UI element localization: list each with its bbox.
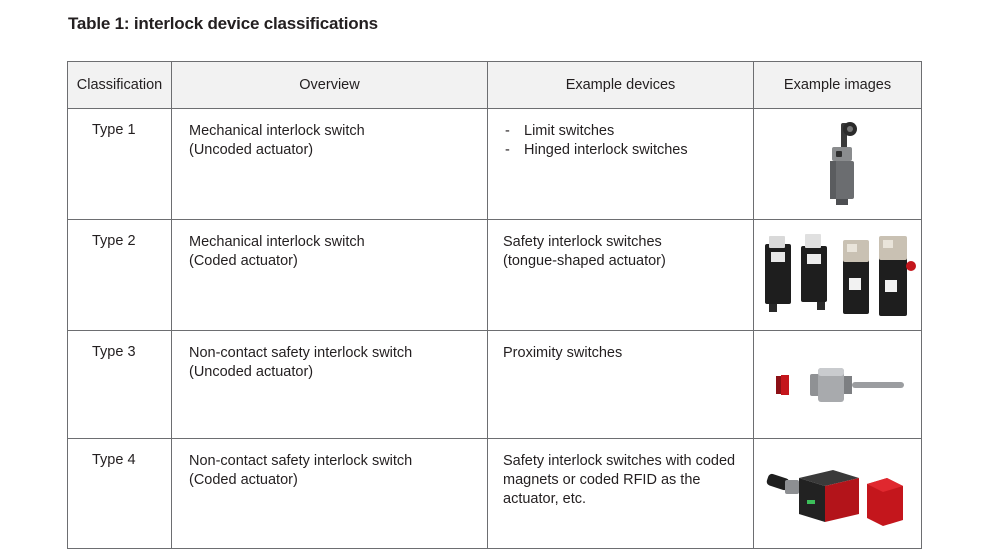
classification-cell: Type 1	[68, 109, 172, 220]
overview-line: (Uncoded actuator)	[189, 142, 314, 158]
example-image-cell	[754, 439, 922, 549]
overview-line: (Coded actuator)	[189, 253, 298, 269]
table-row	[68, 331, 922, 439]
example-devices-cell	[488, 331, 754, 439]
classification-table	[67, 61, 922, 549]
example-line: Safety interlock switches with coded	[503, 453, 736, 469]
overview-cell	[172, 439, 488, 549]
classification-cell: Type 4	[68, 439, 172, 549]
example-line: actuator, etc.	[503, 491, 587, 507]
table-row	[68, 439, 922, 549]
overview-line: Non-contact safety interlock switch	[189, 453, 413, 469]
header-example-devices: Example devices	[488, 62, 754, 109]
rfid-interlock-switch-image	[763, 456, 913, 532]
example-devices-cell	[488, 109, 754, 220]
table-row	[68, 109, 922, 220]
table-title: Table 1: interlock device classifications	[68, 14, 378, 33]
header-overview: Overview	[172, 62, 488, 109]
classification-cell: Type 3	[68, 331, 172, 439]
limit-switch-image	[808, 121, 868, 207]
example-line: magnets or coded RFID as the	[503, 472, 701, 488]
proximity-switch-image	[768, 362, 908, 408]
example-devices-cell	[488, 439, 754, 549]
overview-cell	[172, 109, 488, 220]
list-item: - Hinged interlock switches	[503, 141, 753, 160]
example-line: Safety interlock switches	[503, 234, 662, 250]
overview-cell	[172, 331, 488, 439]
example-image-cell	[754, 220, 922, 331]
example-image-cell	[754, 331, 922, 439]
example-devices-list	[503, 122, 753, 160]
overview-line: (Uncoded actuator)	[189, 364, 314, 380]
example-line: (tongue-shaped actuator)	[503, 253, 666, 269]
header-example-images: Example images	[754, 62, 922, 109]
header-classification: Classification	[68, 62, 172, 109]
table-row	[68, 220, 922, 331]
classification-cell: Type 2	[68, 220, 172, 331]
overview-cell	[172, 220, 488, 331]
overview-line: Mechanical interlock switch	[189, 234, 365, 250]
example-image-cell	[754, 109, 922, 220]
list-item: - Limit switches	[503, 122, 753, 141]
tongue-interlock-switches-image	[759, 230, 917, 320]
overview-line: (Coded actuator)	[189, 472, 298, 488]
example-line: Proximity switches	[503, 345, 623, 361]
table-header-row	[68, 62, 922, 109]
overview-line: Mechanical interlock switch	[189, 123, 365, 139]
example-devices-cell	[488, 220, 754, 331]
overview-line: Non-contact safety interlock switch	[189, 345, 413, 361]
